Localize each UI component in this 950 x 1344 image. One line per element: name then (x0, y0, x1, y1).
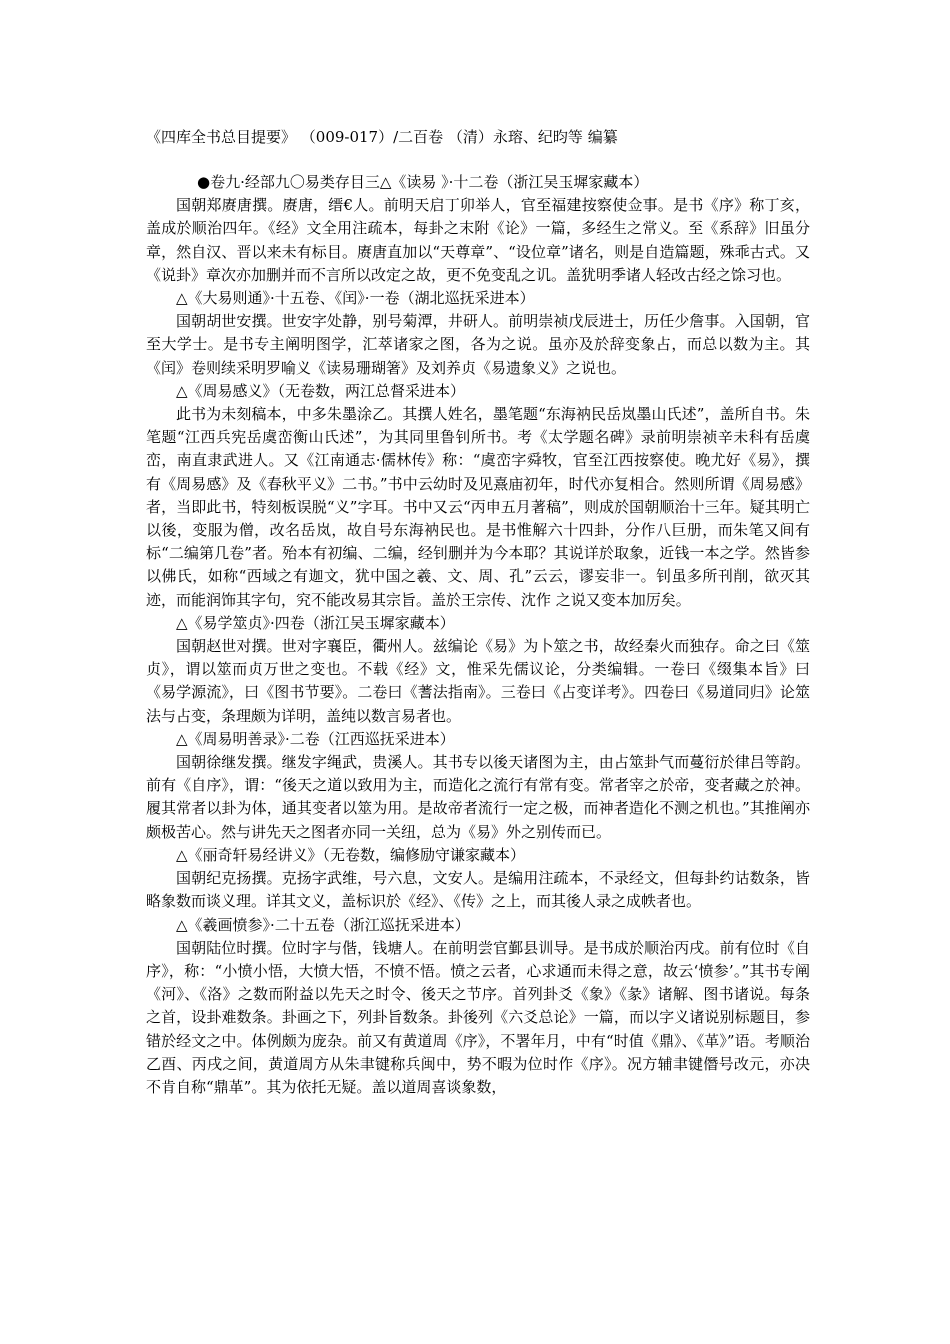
entry-heading: △《羲画愤参》·二十五卷（浙江巡抚采进本） (176, 915, 470, 934)
entry-heading: △《周易明善录》·二卷（江西巡抚采进本） (176, 729, 455, 748)
paragraph: 国朝纪克扬撰。克扬字武维，号六息，文安人。是编用注疏本，不录经文，但每卦约诂数条，皆略象数而谈义理。详其文义，盖标识於《经》、《传》之上，而其後人录之成帙者也。 (146, 869, 810, 911)
paragraph: 国朝陆位时撰。位时字与偕，钱塘人。在前明尝官鄞县训导。是书成於顺治丙戌。前有位时《自序》，称：“小愤小悟，大愤大悟，不愤不悟。愤之云者，心求通而未得之意，故云‘愤参’。”其书专阐《河》、《洛》之数而附益以先天之时令、後天之节序。首列卦爻《象》《彖》诸解、图书诸说。每条之首，设卦难数条。卦画之下，列卦旨数条。卦後列《六爻总论》一篇，而以字义诸说别标题目，参错於经文之中。体例颇为庞杂。前又有黄道周《序》，不署年月，中有“时值《鼎》、《革》”语。考顺治乙酉、丙戌之间，黄道周方从朱聿键称兵闽中，势不暇为位时作《序》。况方辅聿键僭号改元，亦决不肯自称“鼎革”。其为依托无疑。盖以道周喜谈象数， (146, 938, 810, 1096)
entry-heading: △《易学筮贞》·四卷（浙江吴玉墀家藏本） (176, 613, 455, 632)
paragraph: 国朝郑赓唐撰。赓唐，缙€人。前明天启丁卯举人，官至福建按察使佥事。是书《序》称丁亥，盖成於顺治四年。《经》文全用注疏本，每卦之末附《论》一篇，多经生之常义。至《系辞》旧虽分章，然自汉、晋以来未有标目。赓唐直加以“天尊章”、“设位章”诸名，则是自造篇题，殊乖古式。又《说卦》章次亦加删并而不言所以改定之故，更不免变乱之讥。盖犹明季诸人轻改古经之馀习也。 (146, 196, 810, 284)
chapter-title: ●卷九·经部九〇易类存目三△《读易 》·十二卷（浙江吴玉墀家藏本） (197, 173, 649, 191)
paragraph: 国朝赵世对撰。世对字襄臣，衢州人。兹编论《易》为卜筮之书，故经秦火而独存。命之曰《筮贞》，谓以筮而贞万世之变也。不载《经》文，惟采先儒议论，分类编辑。一卷曰《缀集本旨》曰《易学源流》，曰《图书节要》。二卷曰《蓍法指南》。三卷曰《占变详考》。四卷曰《易道同归》论筮法与占变，条理颇为详明，盖纯以数言易者也。 (146, 637, 810, 725)
paragraph: 此书为未刻稿本，中多朱墨涂乙。其撰人姓名，墨笔题“东海衲民岳岚墨山氏述”，盖所自书。朱笔题“江西兵宪岳虞峦衡山氏述”，为其同里鲁钊所书。考《太学题名碑》录前明崇祯辛未科有岳虞峦，南直隶武进人。又《江南通志·儒林传》称：“虞峦字舜牧，官至江西按察使。晚尤好《易》，撰有《周易感》及《春秋平义》二书。”书中云幼时及见熹庙初年，时代亦复相合。然则所谓《周易感》者，当即此书，特刻板误脱“义”字耳。书中又云“丙申五月著稿”，则成於国朝顺治十三年。疑其明亡以後，变服为僧，改名岳岚，故自号东海衲民也。是书惟解六十四卦，分作八巨册，而朱笔又间有标“二编第几卷”者。殆本有初编、二编，经钊删并为今本耶？其说详於取象，近钱一本之学。然皆参以佛氏，如称“西域之有迦文，犹中国之羲、文、周、孔”云云，谬妄非一。钊虽多所刊削，欲灭其迹，而能润饰其字句，究不能改易其宗旨。盖於王宗传、沈作 之说又变本加厉矣。 (146, 405, 810, 609)
entry-heading: △《周易感义》（无卷数，两江总督采进本） (176, 381, 466, 400)
paragraph: 国朝胡世安撰。世安字处静，别号菊潭，井研人。前明崇祯戊辰进士，历任少詹事。入国朝，官至大学士。是书专主阐明图学，汇萃诸家之图，各为之说。虽亦及於辞变象占，而总以数为主。其《闰》卷则续采明罗喻义《读易珊瑚箸》及刘养贞《易遗象义》之说也。 (146, 312, 810, 377)
document-header: 《四库全书总目提要》 （009-017）/二百卷 （清）永瑢、纪昀等 编纂 (146, 128, 618, 146)
document-body (146, 171, 810, 1099)
paragraph: 国朝徐继发撰。继发字绳武，贵溪人。其书专以後天诸图为主，由占筮卦气而蔓衍於律吕等韵。前有《自序》，谓：“後天之道以致用为主，而造化之流行有常有变。常者宰之於帝，变者藏之於神。履其常者以卦为体，通其变者以筮为用。是故帝者流行一定之极，而神者造化不测之机也。”其推阐亦颇极苦心。然与讲先天之图者亦同一关纽，总为《易》外之别传而已。 (146, 753, 810, 841)
entry-heading: △《丽奇轩易经讲义》（无卷数，编修励守谦家藏本） (176, 845, 526, 864)
entry-heading: △《大易则通》·十五卷、《闰》·一卷（湖北巡抚采进本） (176, 289, 535, 308)
